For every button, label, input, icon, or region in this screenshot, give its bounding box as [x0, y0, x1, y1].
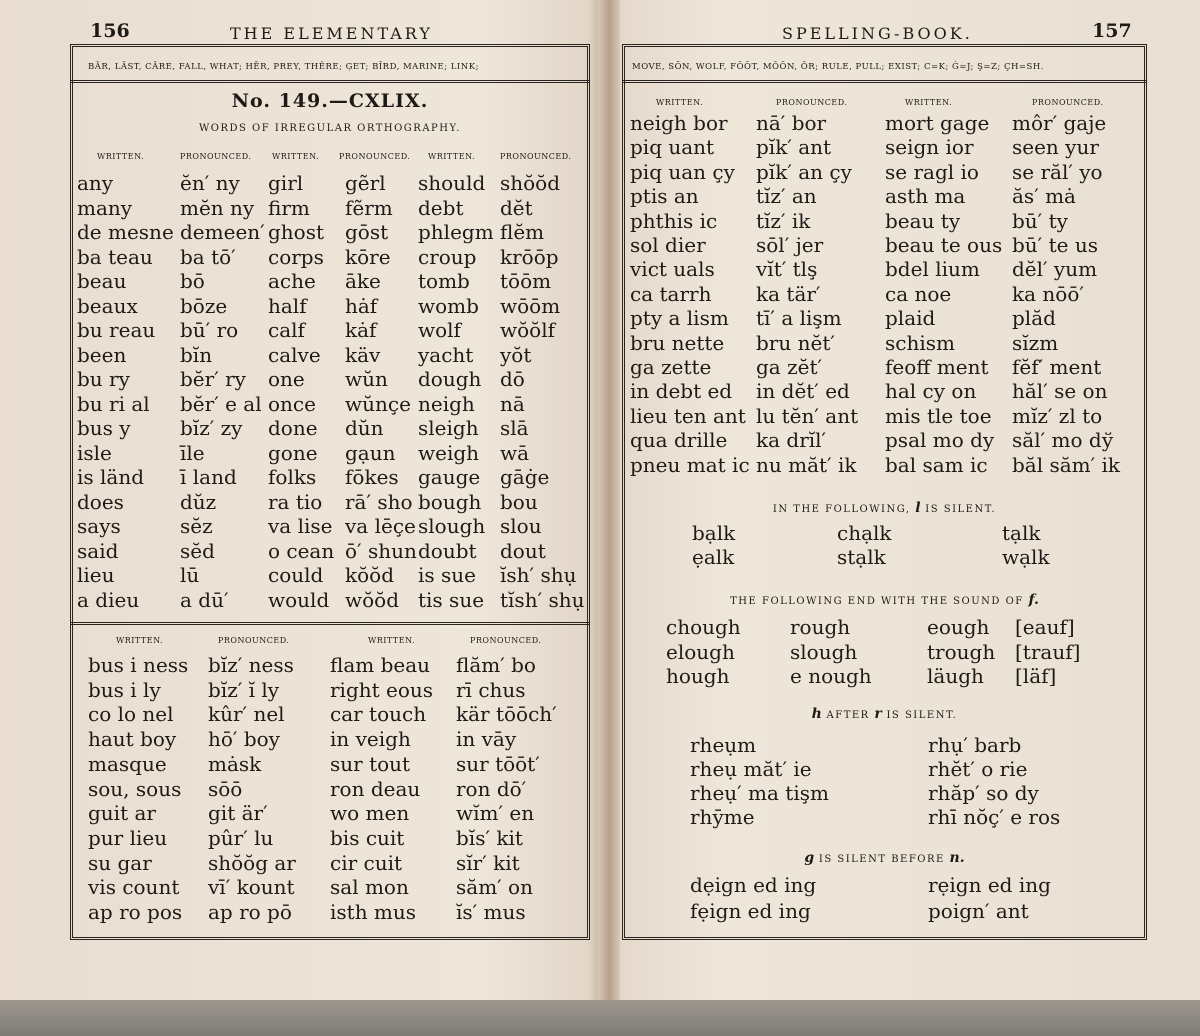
- word-cell: seen yur: [1012, 135, 1099, 160]
- word-cell: ka tär′: [756, 281, 821, 306]
- word-cell: ka drĭl′: [756, 428, 827, 453]
- word-cell: beaux: [77, 293, 138, 318]
- word-cell: bou: [500, 489, 538, 514]
- column-header: WRITTEN.: [116, 636, 164, 645]
- word-cell: rhăp′ so dy: [928, 781, 1039, 805]
- word-cell: in dĕt′ ed: [756, 379, 850, 404]
- lesson-title: No. 149.—CXLIX.: [231, 90, 429, 112]
- word-cell: sleigh: [418, 416, 479, 440]
- word-cell: wŏŏd: [345, 587, 400, 612]
- word-cell: hough: [666, 664, 730, 688]
- word-cell: corps: [268, 244, 324, 269]
- word-cell: ache: [268, 269, 316, 293]
- section-heading-l-silent: IN THE FOLLOWING, l IS SILENT.: [772, 500, 997, 516]
- word-cell: kȧf: [345, 318, 377, 342]
- word-cell: kōre: [345, 244, 391, 269]
- word-cell: wạlk: [1002, 545, 1050, 569]
- word-cell: rā′ sho: [345, 489, 413, 514]
- word-cell: bō: [180, 269, 205, 293]
- word-cell: hȧf: [345, 293, 378, 318]
- word-cell: eough: [927, 615, 990, 639]
- word-cell: ĭsh′ shụ: [500, 563, 577, 587]
- word-cell: in debt ed: [630, 379, 733, 404]
- word-cell: dŭz: [180, 489, 217, 514]
- word-cell: mort gage: [885, 111, 990, 135]
- word-cell: chough: [666, 615, 741, 639]
- word-cell: rhụ′ barb: [928, 733, 1022, 757]
- word-cell: car touch: [330, 702, 427, 727]
- word-cell: rheụ măt′ ie: [690, 757, 812, 781]
- word-cell: beau te ous: [885, 233, 1003, 257]
- column-header: WRITTEN.: [656, 98, 704, 107]
- word-cell: shŏŏd: [500, 171, 561, 195]
- word-cell: dout: [500, 538, 546, 563]
- word-cell: pur lieu: [88, 825, 168, 850]
- word-cell: mĭz′ zl to: [1012, 403, 1103, 428]
- divider: [70, 622, 590, 625]
- word-cell: girl: [268, 171, 304, 195]
- word-cell: gōst: [345, 220, 389, 244]
- word-cell: [eauf]: [1015, 615, 1075, 639]
- word-cell: folks: [268, 465, 317, 489]
- word-cell: rheụ′ ma tişm: [690, 781, 829, 805]
- word-cell: tạlk: [1002, 521, 1041, 545]
- word-cell: piq uant: [630, 135, 715, 160]
- word-cell: tĭsh′ shụ: [500, 587, 585, 612]
- word-cell: phlegm: [418, 220, 494, 244]
- word-cell: tis sue: [418, 587, 485, 612]
- word-cell: ī land: [180, 465, 237, 489]
- word-cell: yacht: [418, 342, 474, 367]
- word-cell: kŏŏd: [345, 563, 395, 587]
- word-cell: tōōm: [500, 269, 552, 293]
- word-cell: could: [268, 563, 324, 587]
- word-cell: gone: [268, 440, 318, 465]
- word-cell: krōōp: [500, 244, 559, 269]
- word-cell: calve: [268, 342, 321, 367]
- word-cell: bĭn: [180, 342, 213, 367]
- word-cell: bis cuit: [330, 825, 405, 850]
- word-cell: va lise: [268, 514, 333, 538]
- word-cell: dō: [500, 367, 525, 391]
- word-cell: plăd: [1012, 306, 1056, 331]
- pronunciation-key: MOVE, SŎN, WOLF, FŎŎT, MŎŎN, ÔR; RULE, PULL; EXIST; C=K; Ġ=J; Ş=Z; ÇH=SH.: [632, 62, 1044, 72]
- word-cell: doubt: [418, 538, 477, 563]
- section-heading-g-silent: g IS SILENT BEFORE n.: [804, 850, 965, 866]
- word-cell: ĭs′ mus: [456, 900, 526, 924]
- word-cell: flăm′ bo: [456, 653, 536, 677]
- divider: [622, 80, 1147, 83]
- word-cell: sur tout: [330, 751, 411, 776]
- divider: [70, 80, 590, 83]
- word-cell: debt: [418, 195, 464, 220]
- word-cell: slā: [500, 416, 529, 440]
- word-cell: bu reau: [77, 318, 156, 342]
- word-cell: plaid: [885, 306, 936, 331]
- lesson-subtitle: WORDS OF IRREGULAR ORTHOGRAPHY.: [199, 123, 461, 134]
- word-cell: once: [268, 391, 316, 416]
- word-cell: wŭnçe: [345, 391, 411, 416]
- word-cell: sĭr′ kit: [456, 850, 520, 875]
- word-cell: vis count: [88, 875, 180, 900]
- word-cell: guit ar: [88, 801, 156, 826]
- word-cell: sur tōōt′: [456, 751, 540, 776]
- word-cell: psal mo dy: [885, 428, 995, 453]
- word-cell: many: [77, 195, 133, 220]
- word-cell: qua drille: [630, 428, 728, 453]
- word-cell: sou, sous: [88, 776, 182, 801]
- column-header: PRONOUNCED.: [218, 636, 290, 645]
- word-cell: rhī nŏç′ e ros: [928, 805, 1061, 829]
- word-cell: shŏŏg ar: [208, 850, 296, 875]
- running-title: THE ELEMENTARY: [230, 24, 433, 43]
- word-cell: slough: [790, 639, 858, 664]
- section-heading-h-silent: h AFTER r IS SILENT.: [811, 706, 958, 722]
- word-cell: se răl′ yo: [1012, 159, 1103, 184]
- word-cell: git är′: [208, 801, 268, 826]
- word-cell: any: [77, 171, 114, 195]
- word-cell: slou: [500, 514, 542, 538]
- word-cell: āke: [345, 269, 381, 293]
- word-cell: bĭs′ kit: [456, 825, 523, 850]
- word-cell: hăl′ se on: [1012, 379, 1108, 404]
- word-cell: beau: [77, 269, 127, 293]
- word-cell: ga zĕt′: [756, 355, 823, 379]
- word-cell: wā: [500, 440, 530, 465]
- word-cell: beau ty: [885, 208, 961, 233]
- word-cell: sōō: [208, 776, 243, 801]
- word-cell: vict uals: [630, 257, 715, 282]
- column-header: PRONOUNCED.: [339, 152, 411, 161]
- word-cell: lu tĕn′ ant: [756, 403, 859, 428]
- word-cell: piq uan çy: [630, 159, 735, 184]
- running-title: SPELLING-BOOK.: [782, 24, 973, 43]
- word-cell: dĕl′ yum: [1012, 257, 1098, 282]
- pronunciation-key: BĀR, LĀST, CĀRE, FALL, WHAT; HĒR, PREY, THÊRE; ĢET; BĪRD, MARINE; LINK;: [88, 62, 479, 72]
- word-cell: dẹign ed ing: [690, 873, 817, 897]
- word-cell: is sue: [418, 563, 476, 587]
- word-cell: bū′ te us: [1012, 233, 1098, 257]
- word-cell: chạlk: [837, 521, 892, 545]
- word-cell: bu ry: [77, 367, 130, 391]
- column-header: WRITTEN.: [97, 152, 145, 161]
- word-cell: sōl′ jer: [756, 233, 824, 257]
- word-cell: bĕr′ e al: [180, 391, 262, 416]
- column-header: WRITTEN.: [905, 98, 953, 107]
- word-cell: bus i ly: [88, 677, 161, 702]
- word-cell: pty a lism: [630, 306, 729, 331]
- word-cell: trough: [927, 639, 996, 664]
- word-cell: wŭn: [345, 367, 388, 391]
- word-cell: womb: [418, 293, 479, 318]
- word-cell: ō′ shun: [345, 538, 417, 563]
- word-cell: [läf]: [1015, 664, 1057, 688]
- word-cell: does: [77, 489, 124, 514]
- word-cell: weigh: [418, 440, 480, 465]
- word-cell: a dū′: [180, 587, 229, 612]
- word-cell: ba tō′: [180, 244, 236, 269]
- word-cell: isth mus: [330, 900, 417, 924]
- column-header: PRONOUNCED.: [180, 152, 252, 161]
- word-cell: sĭzm: [1012, 330, 1059, 355]
- word-cell: lieu: [77, 563, 115, 587]
- word-cell: käv: [345, 342, 381, 367]
- page-number: 156: [90, 20, 130, 42]
- word-cell: lieu ten ant: [630, 403, 746, 428]
- word-cell: nu măt′ ik: [756, 452, 857, 477]
- word-cell: in vāy: [456, 727, 517, 752]
- word-cell: nā′ bor: [756, 111, 827, 135]
- word-cell: bus i ness: [88, 653, 189, 677]
- column-header: PRONOUNCED.: [500, 152, 572, 161]
- word-cell: done: [268, 416, 318, 440]
- word-cell: ron dō′: [456, 776, 527, 801]
- word-cell: ăs′ mȧ: [1012, 184, 1076, 209]
- word-cell: bĭz′ zy: [180, 416, 243, 440]
- word-cell: nā: [500, 391, 525, 416]
- word-cell: ca noe: [885, 281, 952, 306]
- word-cell: masque: [88, 751, 167, 776]
- word-cell: neigh: [418, 391, 475, 416]
- word-cell: wolf: [418, 318, 461, 342]
- word-cell: flam beau: [330, 653, 431, 677]
- word-cell: schism: [885, 330, 955, 355]
- word-cell: bōze: [180, 293, 228, 318]
- page-number: 157: [1092, 20, 1132, 42]
- book-gutter: [598, 0, 620, 1000]
- word-cell: mȧsk: [208, 751, 262, 776]
- word-cell: lū: [180, 563, 200, 587]
- word-cell: bĭz′ ĭ ly: [208, 677, 280, 702]
- word-cell: bal sam ic: [885, 452, 988, 477]
- word-cell: gạun: [345, 440, 396, 465]
- word-cell: says: [77, 514, 121, 538]
- word-cell: săm′ on: [456, 875, 533, 900]
- word-cell: [trauf]: [1015, 639, 1081, 664]
- word-cell: bĭz′ ness: [208, 653, 294, 677]
- word-cell: ĕn′ ny: [180, 171, 240, 195]
- word-cell: ga zette: [630, 355, 712, 379]
- word-cell: tomb: [418, 269, 470, 293]
- word-cell: a dieu: [77, 587, 140, 612]
- word-cell: bru nette: [630, 330, 725, 355]
- word-cell: pûr′ lu: [208, 825, 274, 850]
- word-cell: va lēçe: [345, 514, 416, 538]
- word-cell: fĕf′ ment: [1012, 355, 1102, 379]
- word-cell: firm: [268, 195, 310, 220]
- word-cell: dŭn: [345, 416, 384, 440]
- word-cell: rheụm: [690, 733, 757, 757]
- word-cell: môr′ gaje: [1012, 111, 1107, 135]
- word-cell: gāġe: [500, 465, 550, 489]
- word-cell: sol dier: [630, 233, 706, 257]
- word-cell: wo men: [330, 801, 410, 826]
- word-cell: bough: [418, 489, 482, 514]
- word-cell: poign′ ant: [928, 899, 1029, 923]
- section-heading-f-sound: THE FOLLOWING END WITH THE SOUND OF f.: [730, 592, 1039, 608]
- word-cell: rī chus: [456, 677, 526, 702]
- word-cell: tĭz′ an: [756, 184, 817, 209]
- word-cell: ẹalk: [692, 545, 735, 569]
- word-cell: fōkes: [345, 465, 399, 489]
- word-cell: ra tio: [268, 489, 323, 514]
- desk-surface: [0, 1000, 1200, 1036]
- word-cell: de mesne: [77, 220, 174, 244]
- word-cell: fẽrm: [345, 195, 393, 220]
- word-cell: rẹign ed ing: [928, 873, 1051, 897]
- word-cell: mĕn ny: [180, 195, 255, 220]
- word-cell: kûr′ nel: [208, 702, 285, 727]
- column-header: PRONOUNCED.: [776, 98, 848, 107]
- word-cell: ba teau: [77, 244, 153, 269]
- word-cell: sĕd: [180, 538, 215, 563]
- word-cell: tĭz′ ik: [756, 208, 811, 233]
- word-cell: ap ro pos: [88, 900, 183, 924]
- word-cell: ca tarrh: [630, 281, 712, 306]
- word-cell: should: [418, 171, 486, 195]
- word-cell: wĭm′ en: [456, 801, 535, 826]
- word-cell: sal mon: [330, 875, 409, 900]
- word-cell: one: [268, 367, 305, 391]
- word-cell: rhȳme: [690, 805, 755, 829]
- word-cell: e nough: [790, 664, 872, 688]
- word-cell: o cean: [268, 538, 335, 563]
- word-cell: gẽrl: [345, 171, 386, 195]
- word-cell: su gar: [88, 850, 152, 875]
- word-cell: fẹign ed ing: [690, 899, 811, 923]
- word-cell: neigh bor: [630, 111, 728, 135]
- word-cell: săl′ mo dў: [1012, 428, 1114, 453]
- word-cell: rhĕt′ o rie: [928, 757, 1028, 781]
- word-cell: said: [77, 538, 119, 563]
- column-header: WRITTEN.: [368, 636, 416, 645]
- word-cell: ron deau: [330, 776, 421, 801]
- word-cell: wŏŏlf: [500, 318, 555, 342]
- word-cell: croup: [418, 244, 477, 269]
- word-cell: bĕr′ ry: [180, 367, 246, 391]
- word-cell: bdel lium: [885, 257, 980, 282]
- word-cell: elough: [666, 639, 735, 664]
- word-cell: bū′ ro: [180, 318, 239, 342]
- word-cell: bus y: [77, 416, 131, 440]
- word-cell: tī′ a lişm: [756, 306, 842, 331]
- word-cell: is länd: [77, 465, 145, 489]
- column-header: PRONOUNCED.: [1032, 98, 1104, 107]
- word-cell: seign ior: [885, 135, 974, 160]
- word-cell: ap ro pō: [208, 900, 292, 924]
- word-cell: pĭk′ ant: [756, 135, 832, 160]
- word-cell: cir cuit: [330, 850, 403, 875]
- word-cell: kär tōōch′: [456, 702, 557, 727]
- column-header: WRITTEN.: [428, 152, 476, 161]
- word-cell: slough: [418, 514, 486, 538]
- word-cell: hal cy on: [885, 379, 977, 404]
- word-cell: right eous: [330, 677, 434, 702]
- word-cell: asth ma: [885, 184, 966, 209]
- word-cell: bạlk: [692, 521, 736, 545]
- word-cell: sĕz: [180, 514, 213, 538]
- word-cell: isle: [77, 440, 112, 465]
- word-cell: half: [268, 293, 307, 318]
- word-cell: vī′ kount: [208, 875, 295, 900]
- word-cell: bu ri al: [77, 391, 150, 416]
- column-header: PRONOUNCED.: [470, 636, 542, 645]
- word-cell: mis tle toe: [885, 403, 992, 428]
- word-cell: gauge: [418, 465, 481, 489]
- word-cell: would: [268, 587, 330, 612]
- left-page: [60, 0, 590, 1000]
- column-header: WRITTEN.: [272, 152, 320, 161]
- word-cell: vĭt′ tlş: [756, 257, 818, 282]
- word-cell: flĕm: [500, 220, 545, 244]
- word-cell: yŏt: [500, 342, 532, 367]
- word-cell: wōōm: [500, 293, 561, 318]
- word-cell: stạlk: [837, 545, 886, 569]
- word-cell: ptis an: [630, 184, 699, 209]
- word-cell: ka nōō′: [1012, 281, 1084, 306]
- word-cell: demeen′: [180, 220, 265, 244]
- word-cell: rough: [790, 615, 851, 639]
- word-cell: been: [77, 342, 127, 367]
- word-cell: co lo nel: [88, 702, 174, 727]
- word-cell: dĕt: [500, 195, 533, 220]
- right-page: [622, 0, 1147, 1000]
- word-cell: in veigh: [330, 727, 411, 752]
- word-cell: pneu mat ic: [630, 452, 750, 477]
- word-cell: bru nĕt′: [756, 330, 835, 355]
- word-cell: calf: [268, 318, 305, 342]
- word-cell: feoff ment: [885, 355, 989, 379]
- word-cell: hō′ boy: [208, 727, 280, 752]
- word-cell: pĭk′ an çy: [756, 159, 852, 184]
- word-cell: īle: [180, 440, 205, 465]
- word-cell: băl săm′ ik: [1012, 452, 1121, 477]
- word-cell: läugh: [927, 664, 984, 688]
- word-cell: haut boy: [88, 727, 177, 752]
- word-cell: bū′ ty: [1012, 208, 1068, 233]
- word-cell: ghost: [268, 220, 325, 244]
- word-cell: se ragl io: [885, 159, 979, 184]
- word-cell: dough: [418, 367, 482, 391]
- word-cell: phthis ic: [630, 208, 718, 233]
